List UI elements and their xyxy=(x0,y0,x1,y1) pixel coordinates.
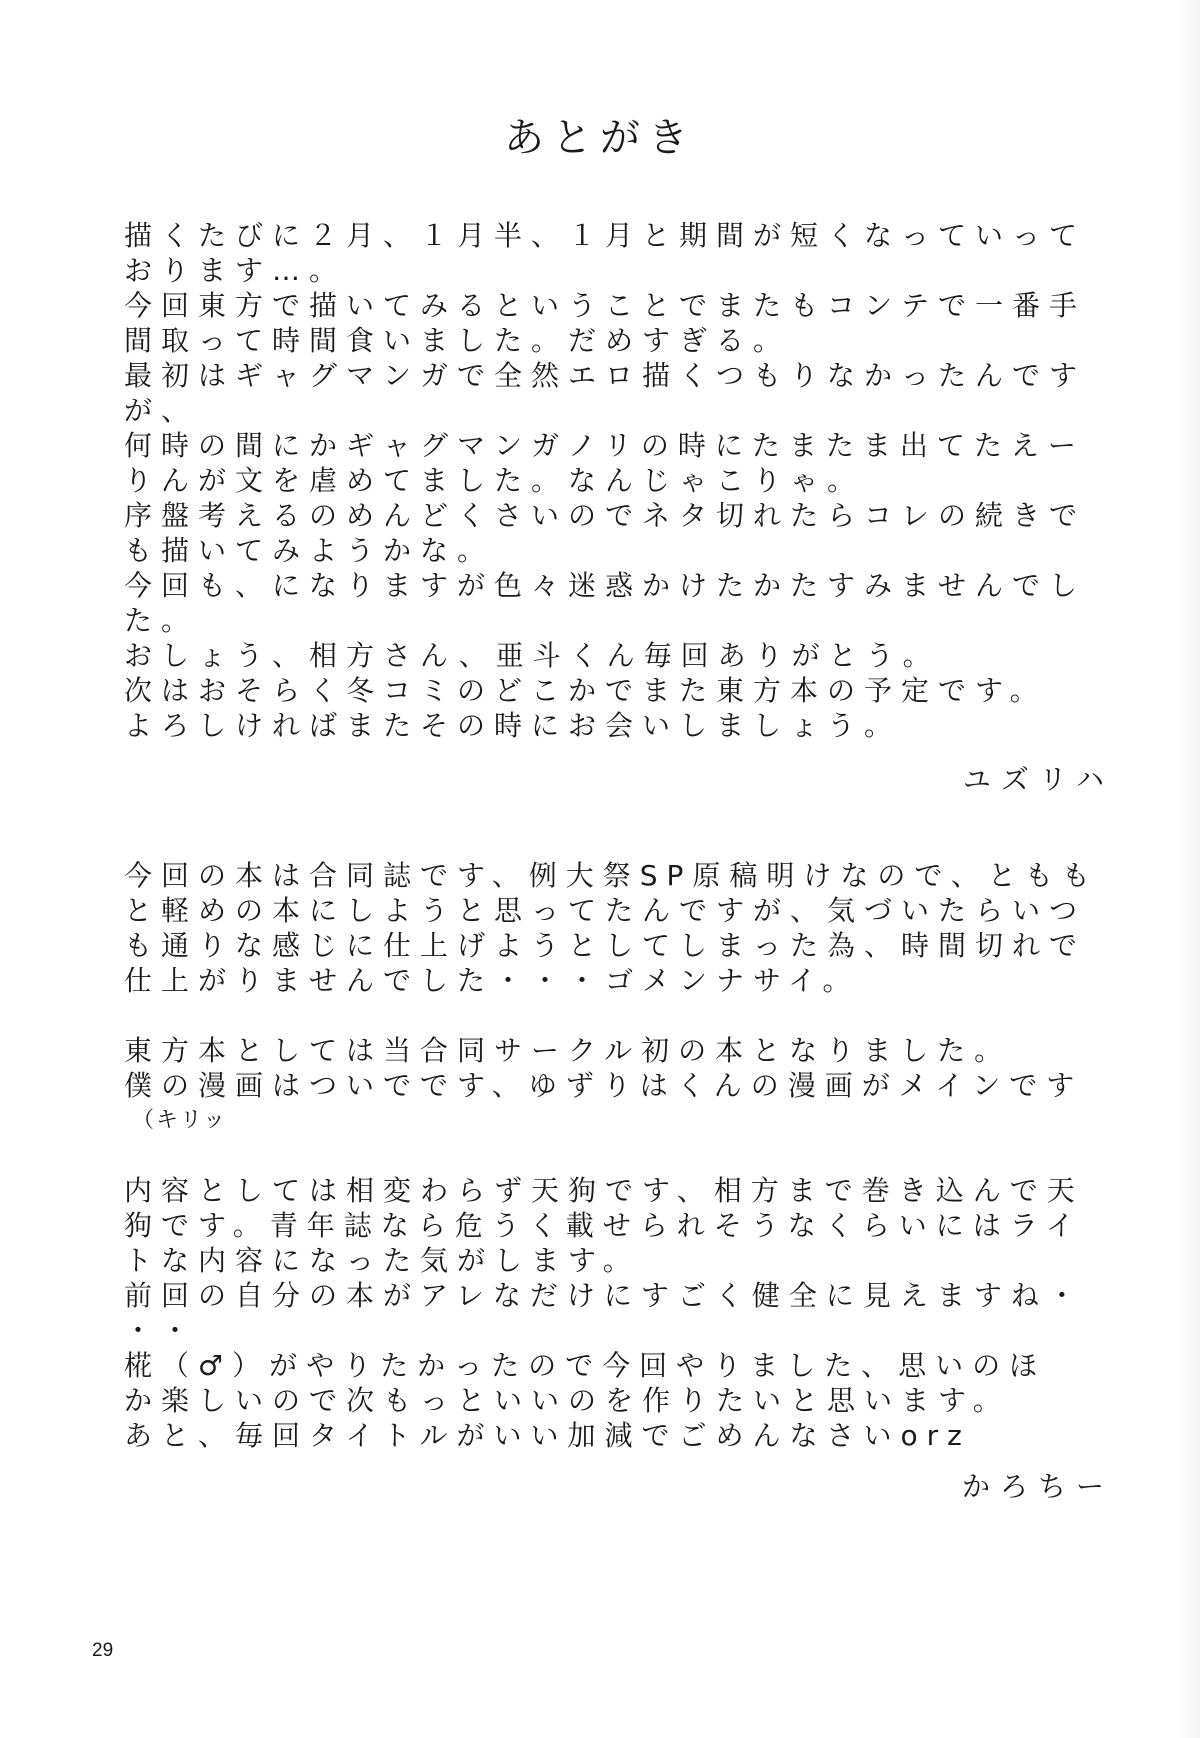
text-line: 何時の間にかギャグマンガノリの時にたまたま出てたえー xyxy=(124,429,1085,462)
text-line: も描いてみようかな。 xyxy=(124,534,495,567)
text-line: あと、毎回タイトルがいい加減でごめんなさいorz xyxy=(124,1419,971,1452)
afterword-section-karochi xyxy=(124,858,1099,1453)
text-line: 椛（♂）がやりたかったので今回やりました、思いのほ xyxy=(124,1349,1047,1382)
text-line: か楽しいので次もっといいのを作りたいと思います。 xyxy=(124,1384,1010,1417)
text-line: 間取って時間食いました。だめすぎる。 xyxy=(124,324,791,357)
text-line: 内容としては相変わらず天狗です、相方まで巻き込んで天 xyxy=(124,1174,1084,1207)
text-line: 僕の漫画はついでです、ゆずりはくんの漫画がメインです xyxy=(124,1069,1084,1102)
blank-line xyxy=(124,998,1084,1033)
text-line: よろしければまたその時にお会いしましょう。 xyxy=(124,709,902,742)
text-line: おります…。 xyxy=(124,254,347,287)
blank-line xyxy=(124,1138,1084,1173)
afterword-section-yuzuriha xyxy=(124,218,1087,743)
text-line: ・・ xyxy=(124,1314,199,1347)
page-number: 29 xyxy=(92,1640,114,1661)
text-line: おしょう、相方さん、亜斗くん毎回ありがとう。 xyxy=(124,639,940,672)
text-line: 今回東方で描いてみるということでまたもコンテで一番手 xyxy=(124,289,1087,322)
text-line: た。 xyxy=(124,604,199,637)
signature-karochi: かろちー xyxy=(961,1470,1114,1503)
text-line: 仕上がりませんでした・・・ゴメンナサイ。 xyxy=(124,964,860,997)
text-line: と軽めの本にしようと思ってたんですが、気づいたらいつ xyxy=(124,894,1087,927)
text-line: が、 xyxy=(124,394,199,427)
text-line: 描くたびに２月、１月半、１月と期間が短くなっていって xyxy=(124,219,1087,252)
page-title: あとがき xyxy=(504,115,696,161)
signature-yuzuriha: ユズリハ xyxy=(962,763,1114,796)
text-line: 今回の本は合同誌です、例大祭SP原稿明けなので、ともも xyxy=(124,859,1099,892)
text-line: も通りな感じに仕上げようとしてしまった為、時間切れで xyxy=(124,929,1087,962)
text-line: 東方本としては当合同サークル初の本となりました。 xyxy=(124,1034,1012,1067)
text-line: 狗です。青年誌なら危うく載せられそうなくらいにはライ xyxy=(124,1209,1083,1242)
text-line: 今回も、になりますが色々迷惑かけたかたすみませんでし xyxy=(124,569,1087,602)
text-line: （キリッ xyxy=(132,1108,228,1133)
text-line: トな内容になった気がします。 xyxy=(124,1244,640,1277)
page-edge-shadow xyxy=(1178,0,1200,1738)
text-line: 次はおそらく冬コミのどこかでまた東方本の予定です。 xyxy=(124,674,1047,707)
text-line: 序盤考えるのめんどくさいのでネタ切れたらコレの続きで xyxy=(124,499,1087,532)
text-line: りんが文を虐めてました。なんじゃこりゃ。 xyxy=(124,464,865,497)
text-line: 前回の自分の本がアレなだけにすごく健全に見えますね・ xyxy=(124,1279,1085,1312)
text-line: 最初はギャグマンガで全然エロ描くつもりなかったんです xyxy=(124,359,1087,392)
